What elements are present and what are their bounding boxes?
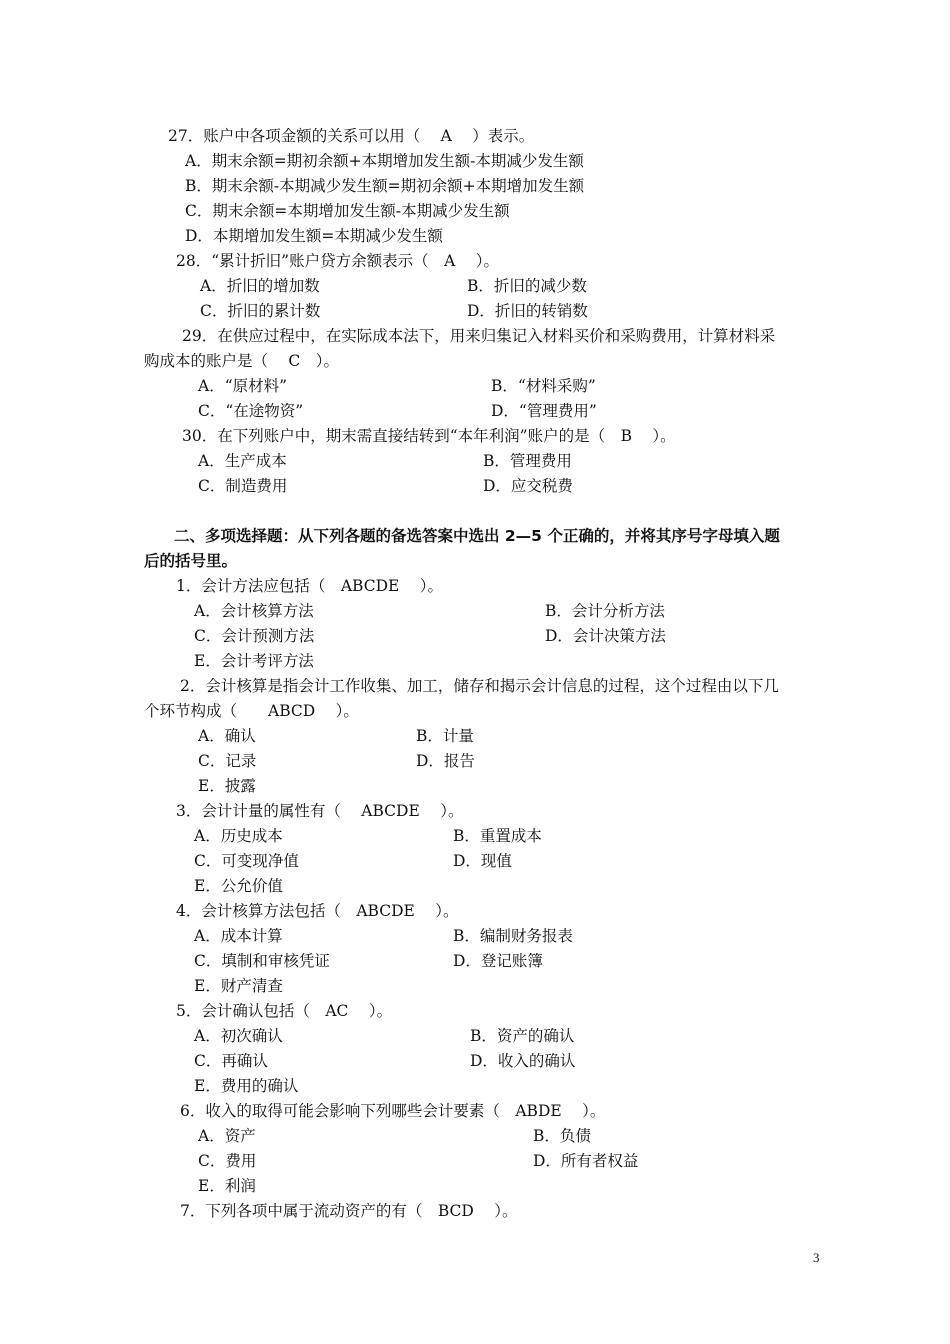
option: C．会计预测方法: [194, 627, 315, 645]
question-stem: 7．下列各项中属于流动资产的有（ BCD ）。: [180, 1202, 518, 1220]
option: E．费用的确认: [194, 1077, 299, 1095]
option: A．折旧的增加数: [200, 277, 320, 295]
option: D．会计决策方法: [545, 627, 666, 645]
option: A．期末余额=期初余额+本期增加发生额-本期减少发生额: [185, 152, 584, 170]
option: A．会计核算方法: [194, 602, 314, 620]
question-stem: 6．收入的取得可能会影响下列哪些会计要素（ ABDE ）。: [180, 1102, 606, 1120]
option: A．初次确认: [194, 1027, 283, 1045]
option: E．公允价值: [194, 877, 283, 895]
question-stem: 28．“累计折旧”账户贷方余额表示（ A ）。: [176, 252, 499, 270]
option: C．再确认: [194, 1052, 268, 1070]
option: E．利润: [198, 1177, 256, 1195]
question-stem-continuation: 个环节构成（ ABCD ）。: [144, 702, 359, 720]
option: D．所有者权益: [533, 1152, 639, 1170]
option: B．资产的确认: [470, 1027, 575, 1045]
option: D．“管理费用”: [491, 402, 597, 420]
option: B．“材料采购”: [491, 377, 596, 395]
option: D．报告: [416, 752, 475, 770]
question-stem: 2．会计核算是指会计工作收集、加工，储存和揭示会计信息的过程，这个过程由以下几: [180, 677, 779, 695]
option: A．确认: [198, 727, 256, 745]
option: E．会计考评方法: [194, 652, 314, 670]
question-stem: 4．会计核算方法包括（ ABCDE ）。: [176, 902, 459, 920]
option: A．历史成本: [194, 827, 283, 845]
option: C．填制和审核凭证: [194, 952, 330, 970]
option: A．成本计算: [194, 927, 283, 945]
question-stem: 1．会计方法应包括（ ABCDE ）。: [176, 577, 444, 595]
section-heading: 二、多项选择题：从下列各题的备选答案中选出 2—5 个正确的，并将其序号字母填入题: [174, 527, 780, 545]
option: B．期末余额-本期减少发生额=期初余额+本期增加发生额: [185, 177, 585, 195]
question-stem: 3．会计计量的属性有（ ABCDE ）。: [176, 802, 464, 820]
page-number: 3: [813, 1250, 820, 1265]
option: C．“在途物资”: [198, 402, 304, 420]
question-stem: 27．账户中各项金额的关系可以用（ A ）表示。: [168, 127, 535, 145]
option: B．管理费用: [483, 452, 572, 470]
option: C．期末余额=本期增加发生额-本期减少发生额: [185, 202, 510, 220]
option: B．重置成本: [453, 827, 542, 845]
option: B．编制财务报表: [453, 927, 573, 945]
option: B．折旧的减少数: [467, 277, 587, 295]
option: D．收入的确认: [470, 1052, 576, 1070]
option: A．“原材料”: [198, 377, 288, 395]
option: C．可变现净值: [194, 852, 299, 870]
question-stem-continuation: 购成本的账户是（ C ）。: [144, 352, 340, 370]
question-stem: 5．会计确认包括（ AC ）。: [176, 1002, 393, 1020]
option: B．计量: [416, 727, 474, 745]
option: D．现值: [453, 852, 512, 870]
option: E．财产清查: [194, 977, 283, 995]
question-stem: 29．在供应过程中，在实际成本法下，用来归集记入材料买价和采购费用，计算材料采: [182, 327, 776, 345]
option: B．会计分析方法: [545, 602, 665, 620]
option: A．生产成本: [198, 452, 287, 470]
option: C．记录: [198, 752, 257, 770]
option: B．负债: [533, 1127, 591, 1145]
question-stem: 30．在下列账户中，期末需直接结转到“本年利润”账户的是（ B ）。: [182, 427, 676, 445]
section-heading-continuation: 后的括号里。: [144, 552, 238, 570]
option: A．资产: [198, 1127, 256, 1145]
option: D．折旧的转销数: [467, 302, 588, 320]
option: D．本期增加发生额=本期减少发生额: [185, 227, 443, 245]
option: C．费用: [198, 1152, 257, 1170]
option: D．登记账簿: [453, 952, 543, 970]
option: C．折旧的累计数: [200, 302, 321, 320]
option: E．披露: [198, 777, 256, 795]
option: C．制造费用: [198, 477, 288, 495]
option: D．应交税费: [483, 477, 573, 495]
